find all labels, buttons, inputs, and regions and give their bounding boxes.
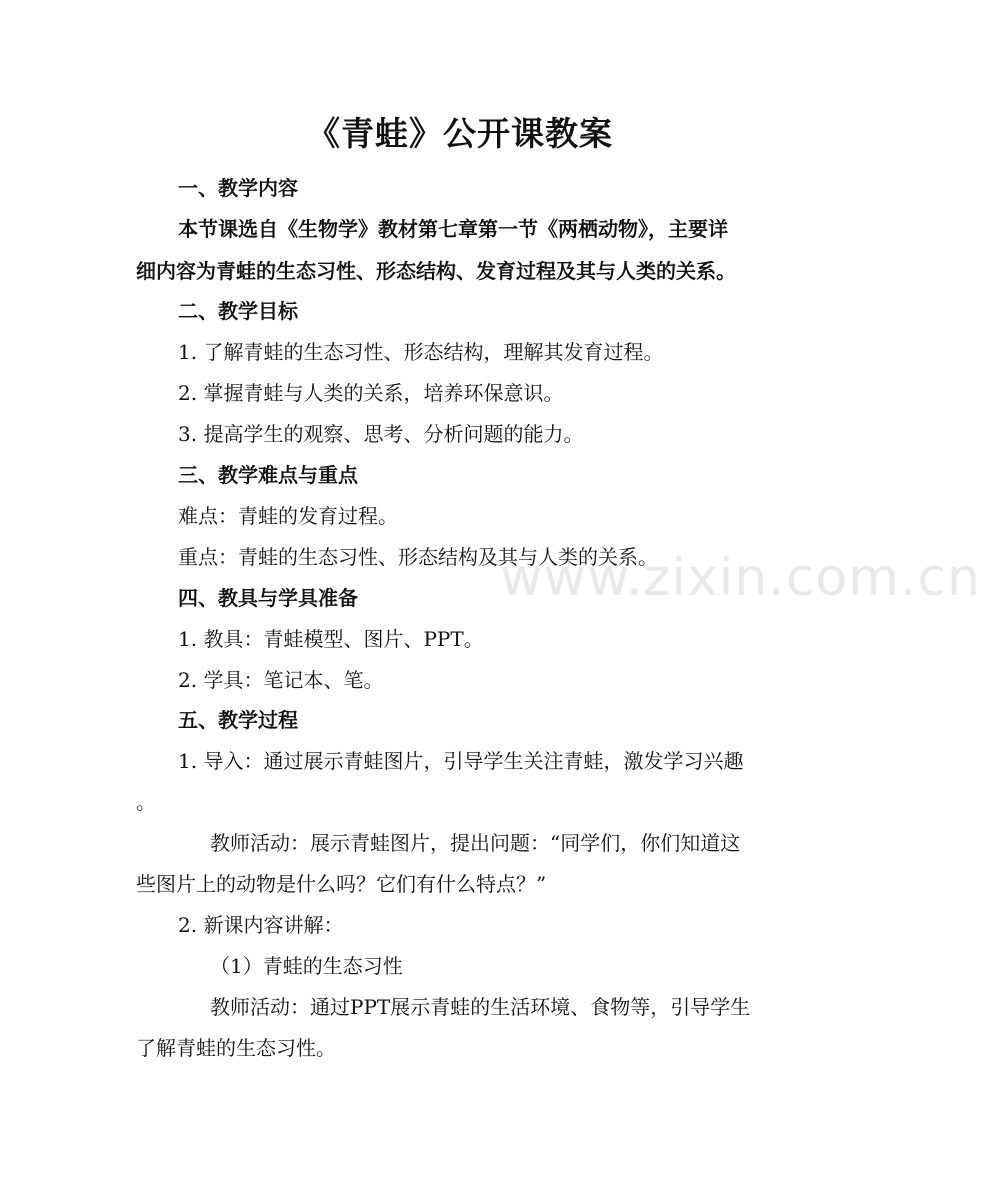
teacher-activity-line: 了解青蛙的生态习性。	[136, 1036, 336, 1060]
teacher-activity-line: 教师活动：通过PPT展示青蛙的生活环境、食物等，引导学生	[210, 995, 751, 1019]
sub-step-line: （1）青蛙的生态习性	[210, 954, 403, 978]
materials-item: 1. 教具：青蛙模型、图片、PPT。	[178, 627, 484, 651]
content-paragraph-line: 细内容为青蛙的生态习性、形态结构、发育过程及其与人类的关系。	[136, 259, 736, 283]
materials-item: 2. 学具：笔记本、笔。	[178, 668, 384, 692]
objective-item: 2. 掌握青蛙与人类的关系，培养环保意识。	[178, 381, 564, 405]
section-heading-content: 一、教学内容	[178, 176, 298, 200]
content-paragraph-line: 本节课选自《生物学》教材第七章第一节《两栖动物》，主要详	[178, 217, 728, 241]
watermark: www.zixin.com.cn	[500, 548, 981, 608]
teacher-activity-line: 教师活动：展示青蛙图片，提出问题：“同学们，你们知道这	[210, 831, 741, 855]
teacher-activity-line: 些图片上的动物是什么吗？它们有什么特点？”	[136, 872, 547, 896]
difficulty-item: 难点：青蛙的发育过程。	[178, 504, 398, 528]
section-heading-process: 五、教学过程	[178, 708, 298, 732]
section-heading-objectives: 二、教学目标	[178, 299, 298, 323]
process-step-line: 2. 新课内容讲解：	[178, 913, 344, 937]
section-heading-materials: 四、教具与学具准备	[178, 586, 358, 610]
key-point-item: 重点：青蛙的生态习性、形态结构及其与人类的关系。	[178, 545, 658, 569]
process-step-line: 。	[136, 790, 156, 814]
process-step-line: 1. 导入：通过展示青蛙图片，引导学生关注青蛙，激发学习兴趣	[178, 749, 744, 773]
objective-item: 3. 提高学生的观察、思考、分析问题的能力。	[178, 422, 584, 446]
document-title: 《青蛙》公开课教案	[307, 114, 613, 153]
section-heading-difficulty: 三、教学难点与重点	[178, 463, 358, 487]
objective-item: 1. 了解青蛙的生态习性、形态结构，理解其发育过程。	[178, 340, 664, 364]
